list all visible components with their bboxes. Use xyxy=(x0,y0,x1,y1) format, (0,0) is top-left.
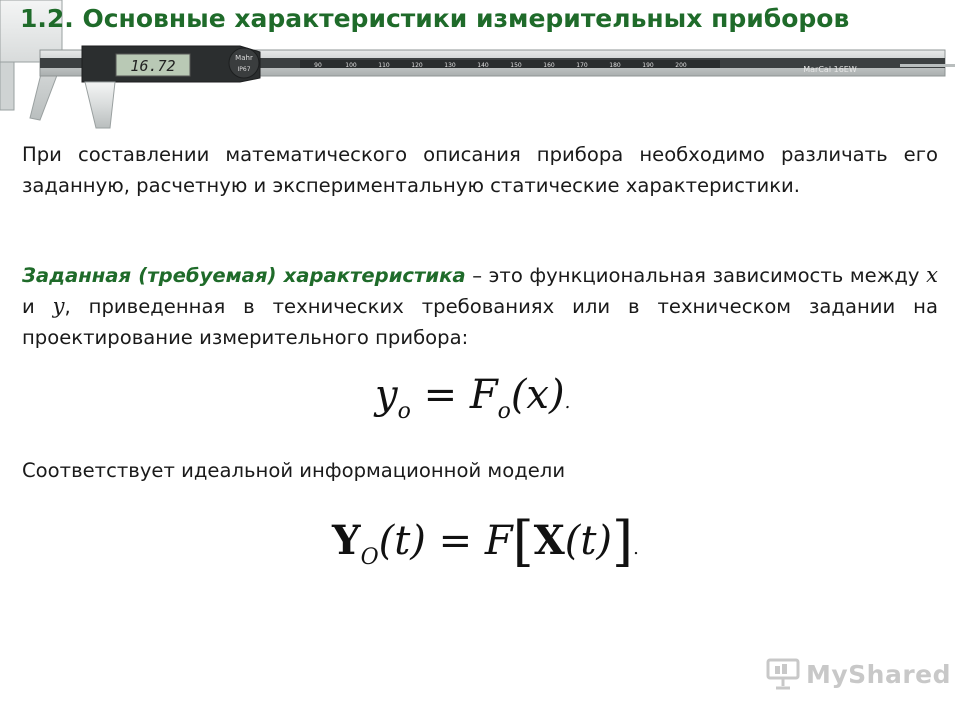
formula1-y: y xyxy=(375,372,398,418)
brand-label: Mahr xyxy=(235,54,253,62)
formula2-left-bracket: [ xyxy=(512,510,534,573)
scale-label: 180 xyxy=(609,62,621,69)
scale-label: 160 xyxy=(543,62,555,69)
defined-term: Заданная (требуемая) характеристика xyxy=(22,264,466,287)
scale-label: 120 xyxy=(411,62,423,69)
formula2-X-argument: (t) xyxy=(564,518,613,564)
definition-paragraph xyxy=(22,260,938,353)
formula1-dot: . xyxy=(564,392,571,413)
scale-label: 90 xyxy=(314,62,322,69)
ip-label: IP67 xyxy=(237,66,251,73)
formula2-right-bracket: ] xyxy=(612,510,634,573)
slide-title: 1.2. Основные характеристики измерительных приборов xyxy=(20,4,850,33)
variable-y: y xyxy=(52,294,65,318)
formula2-Y: Y xyxy=(332,517,361,564)
formula1-F-subscript: o xyxy=(497,399,511,424)
model-label: MarCal 16EW xyxy=(803,65,857,74)
scale-label: 110 xyxy=(378,62,390,69)
scale-label: 190 xyxy=(642,62,654,69)
lcd-value: 16.72 xyxy=(130,57,176,75)
model-paragraph: Соответствует идеальной информационной модели xyxy=(22,459,566,482)
formula1-y-subscript: o xyxy=(397,399,411,424)
formula1-F: F xyxy=(469,372,498,418)
formula2-equals: = xyxy=(425,518,485,564)
definition-text-2: и xyxy=(22,295,53,318)
formula2-dot: . xyxy=(633,538,639,559)
scale-label: 200 xyxy=(675,62,687,69)
formula2-Y-subscript: O xyxy=(360,545,379,570)
watermark-text: MyShared xyxy=(806,659,952,689)
scale-label: 170 xyxy=(576,62,588,69)
formula2-F: F xyxy=(484,518,513,564)
definition-text-3: , приведенная в технических требованиях или в техническом задании на проектирование измерительного прибора: xyxy=(22,295,938,349)
intro-paragraph: При составлении математического описания прибора необходимо различать его заданную, расчетную и экспериментальную статические характеристики. xyxy=(22,143,938,197)
presentation-icon xyxy=(766,658,800,690)
formula-information-model xyxy=(332,510,639,573)
myshared-logo[interactable] xyxy=(766,657,951,691)
formula2-t-argument: (t) xyxy=(378,518,426,564)
definition-text-1: – это функциональная зависимость между xyxy=(465,264,927,287)
scale-label: 100 xyxy=(345,62,357,69)
scale-label: 140 xyxy=(477,62,489,69)
scale-label: 150 xyxy=(510,62,522,69)
variable-x: x xyxy=(926,263,938,287)
scale-label: 130 xyxy=(444,62,456,69)
formula2-X: X xyxy=(533,517,565,564)
formula1-argument: (x) xyxy=(510,372,565,418)
formula-static-characteristic xyxy=(375,372,570,424)
formula1-equals: = xyxy=(410,372,470,418)
